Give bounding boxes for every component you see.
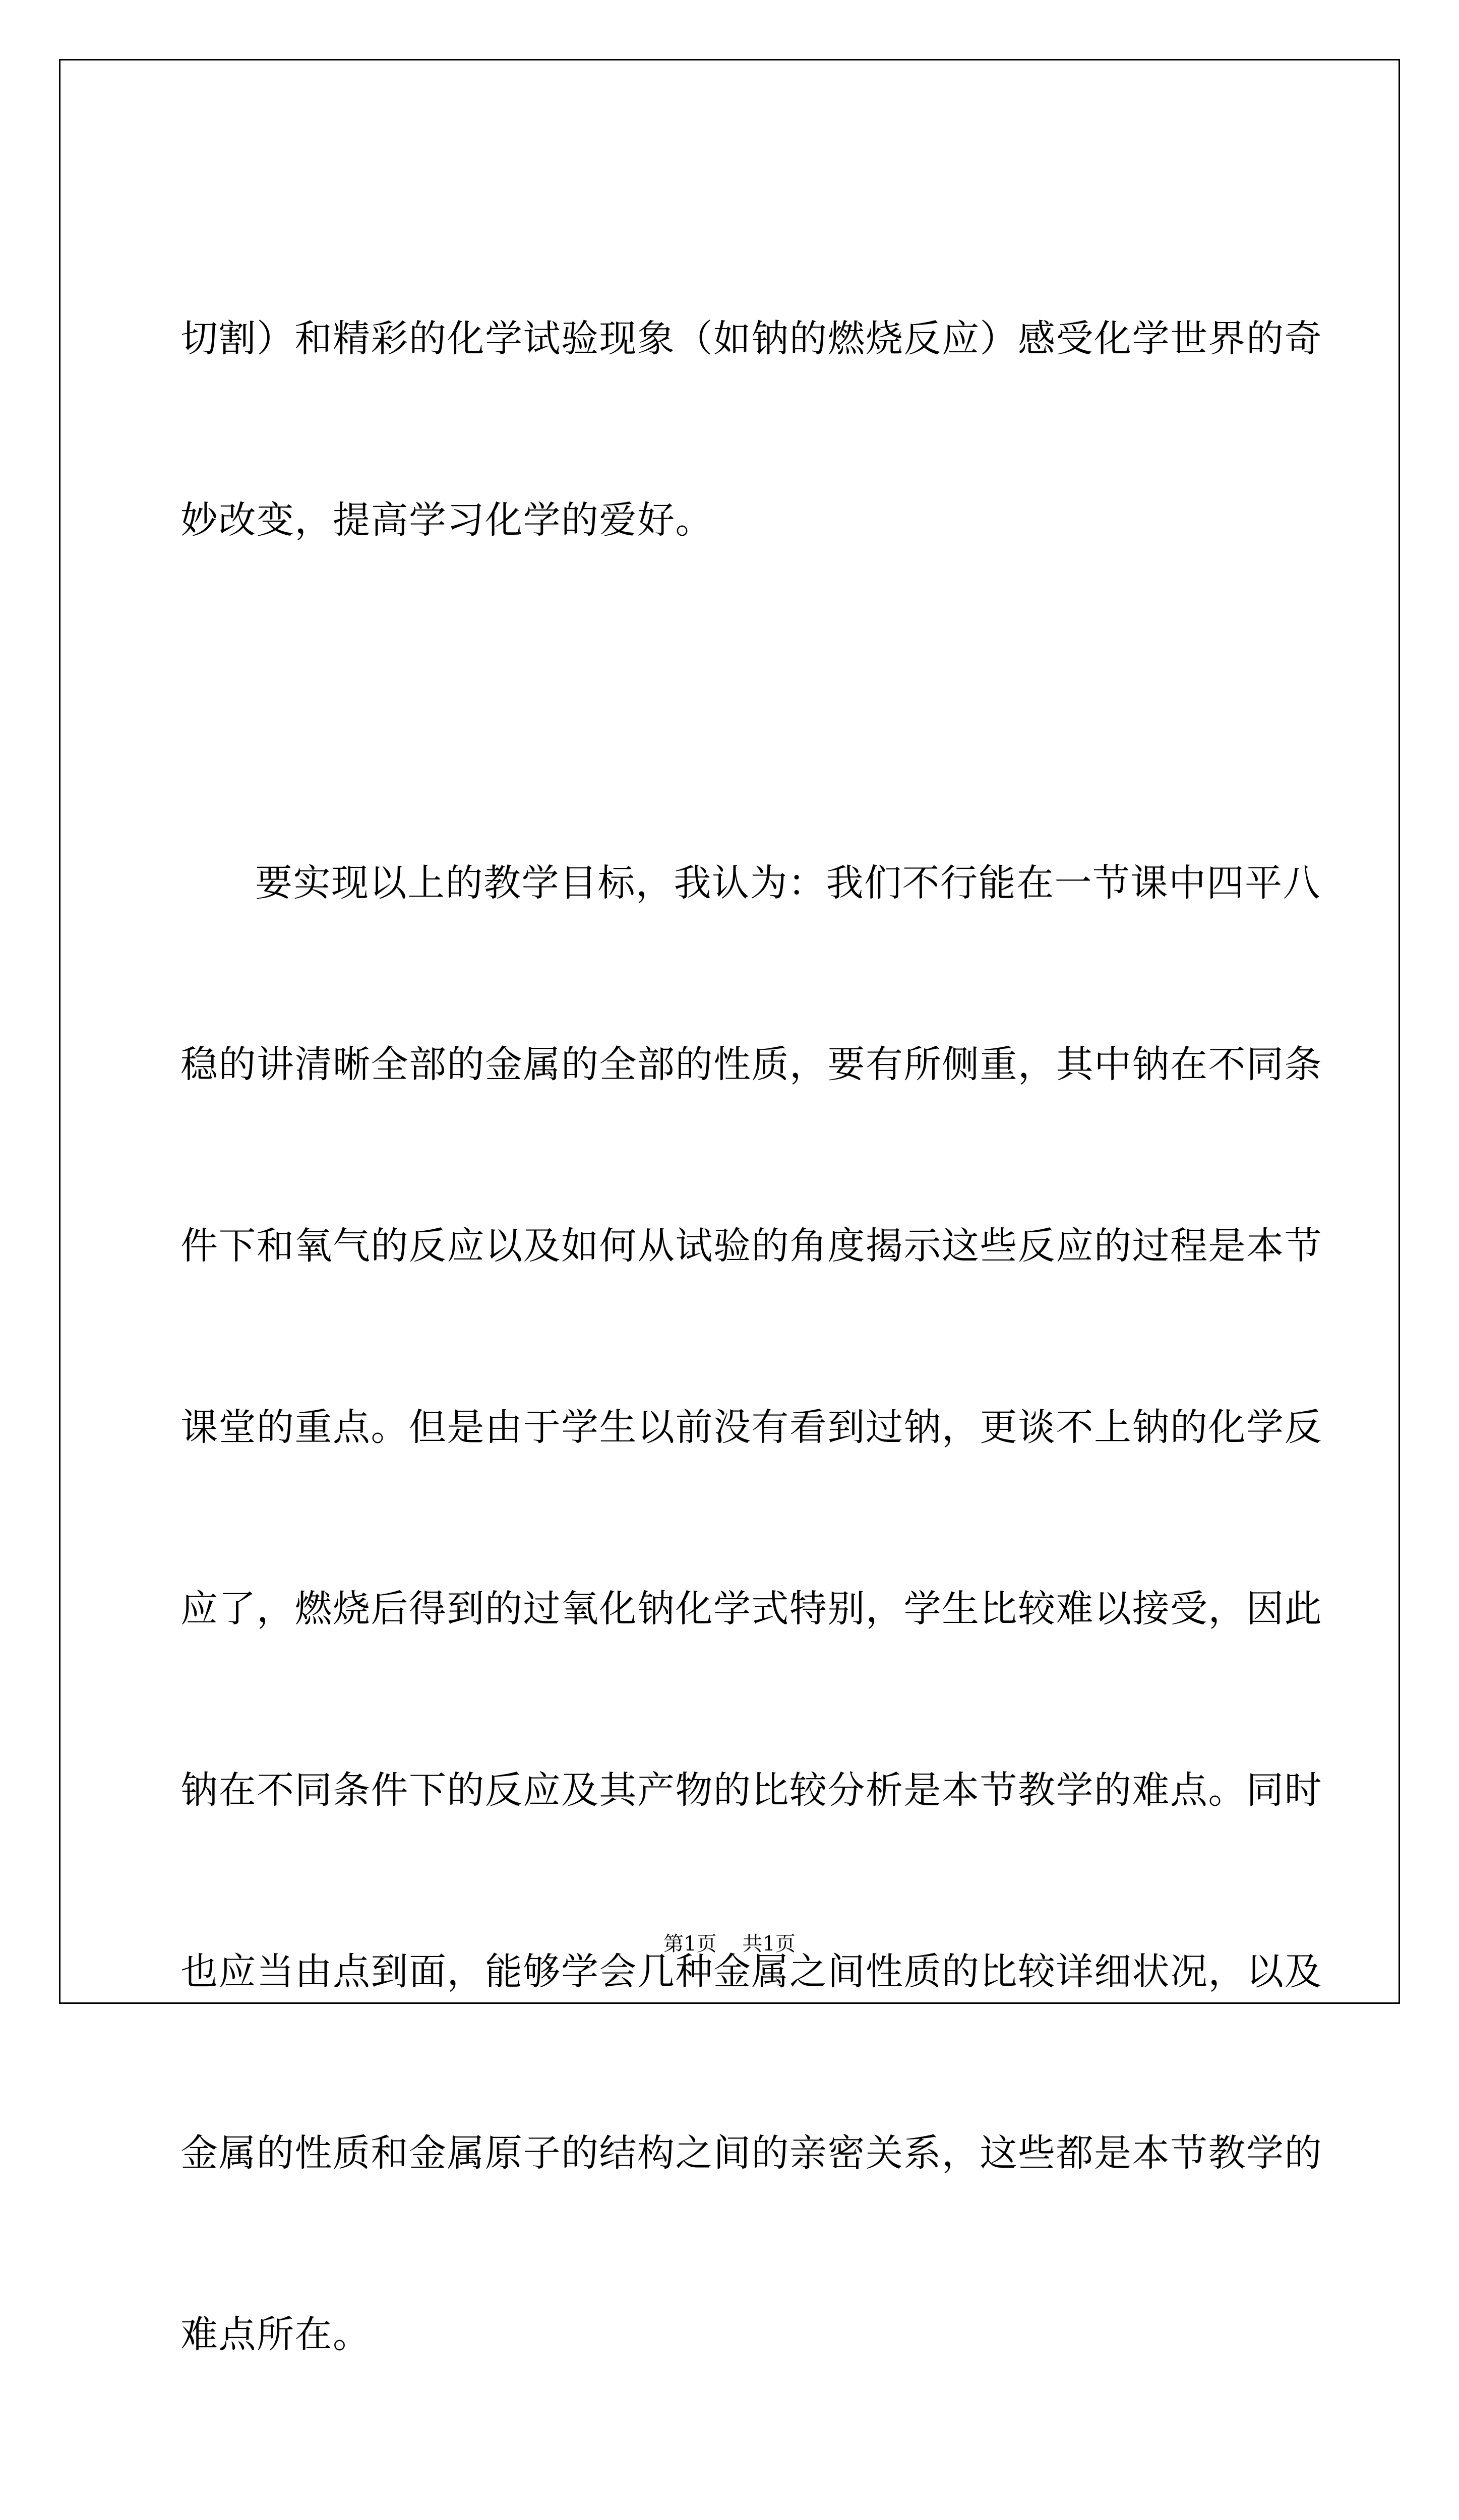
text-line: 妙改变，提高学习化学的爱好。 [180,498,713,542]
page-footer: 第1页 共1页 [663,1932,796,1956]
text-line: 难点所在。 [180,2313,371,2356]
text-line: 金属的性质和金属原子的结构之间的亲密关系，这些都是本节教学的 [180,2131,1322,2175]
text-line: 切割）和精彩的化学试验现象（如钠的燃烧反应）感受化学世界的奇 [180,317,1322,360]
text-line: 也应当由点到面，能够学会几种金属之间性质的比较详细状况，以及 [180,1950,1322,1993]
text-line: 稳的讲清晰全部的金属的全部的性质，要有所侧重，其中钠在不同条 [180,1043,1322,1086]
text-line: 钠在不同条件下的反应及其产物的比较分析是本节教学的难点。同时 [180,1769,1322,1812]
text-line: 课堂的重点。但是由于学生以前没有看到过钠，更谈不上钠的化学反 [180,1406,1322,1449]
paragraph-2 [180,732,1322,2486]
document-body [180,187,1322,2520]
text-line: 件下和氧气的反应以及如何从试验的角度揭示这些反应的过程是本节 [180,1224,1322,1268]
paragraph-1 [180,187,1322,671]
text-line: 应了，燃烧后得到的过氧化钠化学式特别，学生比较难以接受，因此 [180,1587,1322,1630]
text-line: 要实现以上的教学目标，我认为：我们不行能在一节课中四平八 [255,861,1321,905]
